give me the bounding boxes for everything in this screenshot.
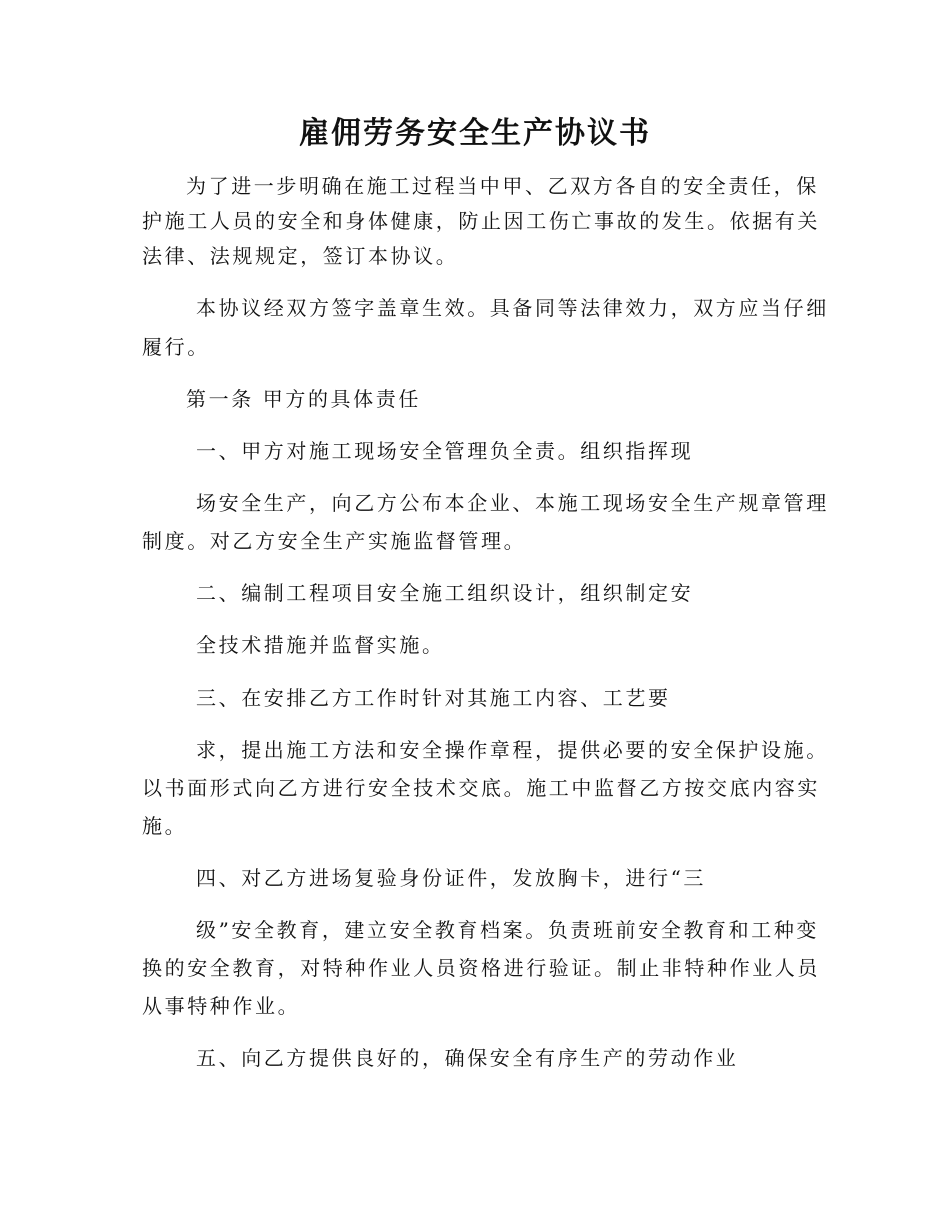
paragraph-line: 四、对乙方进场复验身份证件，发放胸卡，进行“三 xyxy=(196,866,707,890)
paragraph-line: 二、编制工程项目安全施工组织设计，组织制定安 xyxy=(196,581,694,605)
paragraph-line: 法律、法规规定，签订本协议。 xyxy=(142,244,459,268)
paragraph-line: 制度。对乙方安全生产实施监督管理。 xyxy=(142,529,527,553)
paragraph-line: 从事特种作业。 xyxy=(142,994,301,1018)
paragraph-line: 级”安全教育，建立安全教育档案。负责班前安全教育和工种变 xyxy=(196,918,820,942)
paragraph-line: 护施工人员的安全和身体健康，防止因工伤亡事故的发生。依据有关 xyxy=(142,209,820,233)
paragraph-line: 三、在安排乙方工作时针对其施工内容、工艺要 xyxy=(196,686,671,710)
paragraph-line: 场安全生产，向乙方公布本企业、本施工现场安全生产规章管理 xyxy=(196,491,829,515)
paragraph-line: 求，提出施工方法和安全操作章程，提供必要的安全保护设施。 xyxy=(196,738,829,762)
paragraph-line: 换的安全教育，对特种作业人员资格进行验证。制止非特种作业人员 xyxy=(142,956,820,980)
paragraph-line: 履行。 xyxy=(142,335,210,359)
paragraph-line: 施。 xyxy=(142,814,188,838)
paragraph-line: 五、向乙方提供良好的，确保安全有序生产的劳动作业 xyxy=(196,1046,739,1070)
paragraph-line: 以书面形式向乙方进行安全技术交底。施工中监督乙方按交底内容实 xyxy=(142,776,820,800)
paragraph-line: 为了进一步明确在施工过程当中甲、乙双方各自的安全责任，保 xyxy=(186,174,819,198)
document-title: 雇佣劳务安全生产协议书 xyxy=(299,116,651,151)
section-heading: 第一条 甲方的具体责任 xyxy=(186,387,421,411)
paragraph-line: 全技术措施并监督实施。 xyxy=(196,633,445,657)
paragraph-line: 本协议经双方签字盖章生效。具备同等法律效力，双方应当仔细 xyxy=(196,296,829,320)
paragraph-line: 一、甲方对施工现场安全管理负全责。组织指挥现 xyxy=(196,439,694,463)
